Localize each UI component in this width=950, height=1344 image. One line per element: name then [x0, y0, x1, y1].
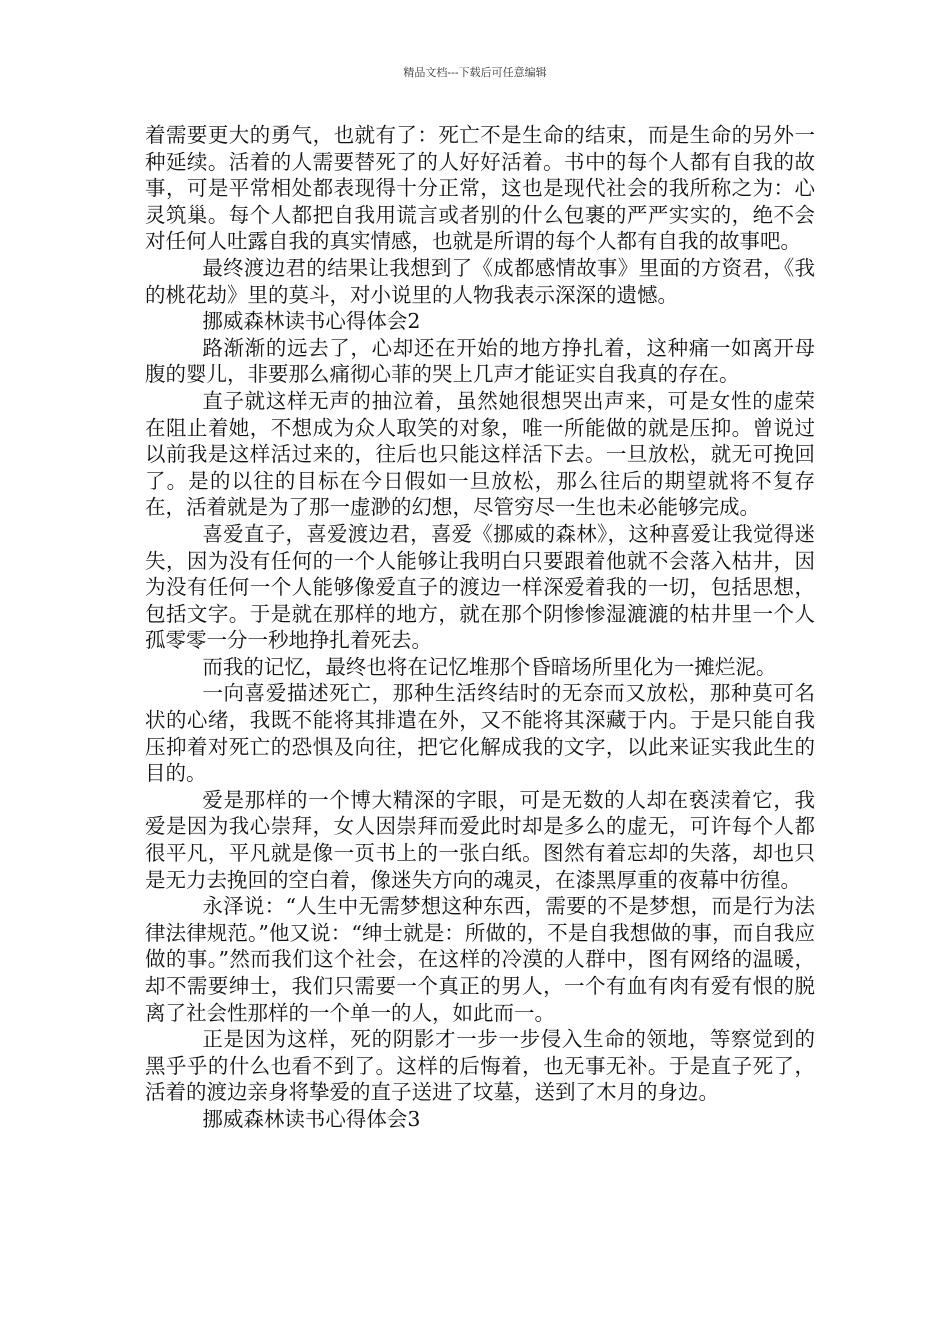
paragraph: 正是因为这样，死的阴影才一步一步侵入生命的领地，等察觉到的黑乎乎的什么也看不到了。这样的后悔着，也无事无补。于是直子死了，活着的渡边亲身将挚爱的直子送进了坟墓，送到了木月的身边。: [145, 1027, 815, 1105]
section-heading: 挪威森林读书心得体会3: [202, 1106, 421, 1131]
document-body: [145, 122, 815, 1133]
section-heading: 挪威森林读书心得体会2: [202, 309, 421, 334]
paragraph: 永泽说：“人生中无需梦想这种东西，需要的不是梦想，而是行为法律法律规范。”他又说：“绅士就是：所做的，不是自我想做的事，而自我应做的事。”然而我们这个社会，在这样的冷漠的人群中，图有网络的温暖，却不需要绅士，我们只需要一个真正的男人，一个有血有肉有爱有恨的脱离了社会性那样的一个单一的人，如此而一。: [145, 894, 815, 1025]
paragraph: 一向喜爱描述死亡，那种生活终结时的无奈而又放松，那种莫可名状的心绪，我既不能将其排遣在外，又不能将其深藏于内。于是只能自我压抑着对死亡的恐惧及向往，把它化解成我的文字，以此来证实我此生的目的。: [145, 681, 815, 786]
paragraph: 喜爱直子，喜爱渡边君，喜爱《挪威的森林》，这种喜爱让我觉得迷失，因为没有任何的一个人能够让我明白只要跟着他就不会落入枯井，因为没有任何一个人能够像爱直子的渡边一样深爱着我的一切，包括思想，包括文字。于是就在那样的地方，就在那个阴惨惨湿漉漉的枯井里一个人孤零零一分一秒地挣扎着死去。: [145, 521, 815, 653]
paragraph: 最终渡边君的结果让我想到了《成都感情故事》里面的方资君，《我的桃花劫》里的莫斗，对小说里的人物我表示深深的遗憾。: [145, 255, 815, 307]
page-header: 精品文档---下载后可任意编辑: [403, 66, 547, 79]
paragraph: 着需要更大的勇气，也就有了：死亡不是生命的结束，而是生命的另外一种延续。活着的人需要替死了的人好好活着。书中的每个人都有自我的故事，可是平常相处都表现得十分正常，这也是现代社会的我所称之为：心灵筑巢。每个人都把自我用谎言或者别的什么包裹的严严实实的，绝不会对任何人吐露自我的真实情感，也就是所谓的每个人都有自我的故事吧。: [145, 123, 815, 254]
paragraph: 而我的记忆，最终也将在记忆堆那个昏暗场所里化为一摊烂泥。: [202, 654, 777, 679]
paragraph: 直子就这样无声的抽泣着，虽然她很想哭出声来，可是女性的虚荣在阻止着她，不想成为众人取笑的对象，唯一所能做的就是压抑。曾说过以前我是这样活过来的，往后也只能这样活下去。一旦放松，就无可挽回了。是的以往的目标在今日假如一旦放松，那么往后的期望就将不复存在，活着就是为了那一虚渺的幻想，尽管穷尽一生也未必能够完成。: [145, 388, 815, 520]
paragraph: 路渐渐的远去了，心却还在开始的地方挣扎着，这种痛一如离开母腹的婴儿，非要那么痛彻心菲的哭上几声才能证实自我真的存在。: [145, 335, 815, 387]
paragraph: 爱是那样的一个博大精深的字眼，可是无数的人却在亵渎着它，我爱是因为我心崇拜，女人因崇拜而爱此时却是多么的虚无，可许每个人都很平凡，平凡就是像一页书上的一张白纸。图然有着忘却的失落，却也只是无力去挽回的空白着，像迷失方向的魂灵，在漆黑厚重的夜幕中彷徨。: [145, 787, 815, 892]
